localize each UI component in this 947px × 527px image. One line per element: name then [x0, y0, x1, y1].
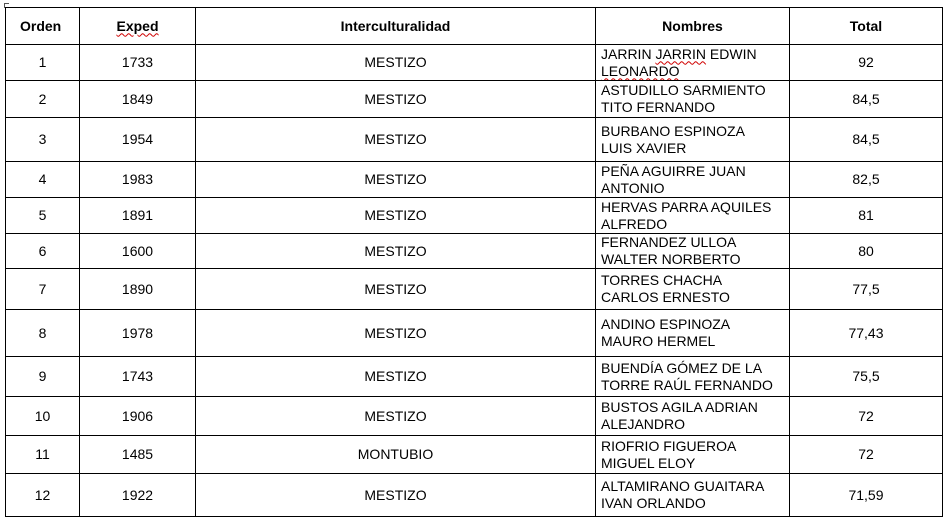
cell-nombres — [596, 436, 790, 474]
cell-orden: 7 — [6, 269, 80, 310]
nombres-line-1: HERVAS PARRA AQUILES — [601, 198, 772, 215]
nombres-line-2: WALTER NORBERTO — [601, 251, 741, 267]
cell-nombres — [596, 310, 790, 357]
table-row — [6, 269, 943, 310]
header-row — [6, 8, 943, 45]
nombres-line-1: JARRIN JARRIN EDWIN — [601, 45, 757, 62]
table-row — [6, 45, 943, 81]
cell-exped: 1954 — [80, 118, 196, 162]
cell-interculturalidad: MESTIZO — [196, 162, 596, 198]
cell-total: 92 — [790, 45, 943, 81]
cell-orden: 2 — [6, 81, 80, 118]
cell-exped: 1891 — [80, 198, 196, 234]
nombres-line-1: FERNANDEZ ULLOA — [601, 234, 737, 250]
nombres-line-1: TORRES CHACHA — [601, 272, 723, 288]
cell-orden: 8 — [6, 310, 80, 357]
cell-interculturalidad: MESTIZO — [196, 357, 596, 397]
cell-orden: 9 — [6, 357, 80, 397]
nombres-line-2 — [601, 63, 784, 80]
cell-total: 80 — [790, 234, 943, 269]
table-row — [6, 234, 943, 269]
table-row — [6, 162, 943, 198]
cell-orden: 11 — [6, 436, 80, 474]
cell-orden: 5 — [6, 198, 80, 234]
cell-interculturalidad: MESTIZO — [196, 310, 596, 357]
table-row — [6, 118, 943, 162]
nombres-line-2: CARLOS ERNESTO — [601, 289, 730, 305]
cell-exped: 1600 — [80, 234, 196, 269]
nombres-line-1: ANDINO ESPINOZA — [601, 316, 731, 332]
table-row — [6, 81, 943, 118]
nombres-line-2: TORRE RAÚL FERNANDO — [601, 376, 773, 393]
cell-nombres — [596, 269, 790, 310]
table-row — [6, 474, 943, 517]
header-exped-label: Exped — [116, 17, 159, 34]
cell-nombres — [596, 81, 790, 118]
cell-total: 84,5 — [790, 118, 943, 162]
cell-nombres — [596, 234, 790, 269]
cell-interculturalidad: MESTIZO — [196, 81, 596, 118]
nombres-line-2: IVAN ORLANDO — [601, 495, 706, 511]
cell-nombres — [596, 474, 790, 517]
cell-interculturalidad: MESTIZO — [196, 198, 596, 234]
cell-orden: 1 — [6, 45, 80, 81]
cell-exped: 1849 — [80, 81, 196, 118]
nombres-line-2: TITO FERNANDO — [601, 99, 716, 115]
table-row — [6, 310, 943, 357]
cell-nombres — [596, 118, 790, 162]
header-interculturalidad: Interculturalidad — [196, 8, 596, 45]
cell-exped: 1978 — [80, 310, 196, 357]
cell-orden: 12 — [6, 474, 80, 517]
cell-orden: 10 — [6, 397, 80, 436]
nombres-line-2: ALFREDO — [601, 215, 668, 232]
header-orden: Orden — [6, 8, 80, 45]
cell-exped: 1733 — [80, 45, 196, 81]
cell-exped: 1983 — [80, 162, 196, 198]
table-row — [6, 198, 943, 234]
cell-orden: 4 — [6, 162, 80, 198]
cell-interculturalidad: MESTIZO — [196, 474, 596, 517]
table-row — [6, 436, 943, 474]
cell-interculturalidad: MESTIZO — [196, 397, 596, 436]
nombres-line-1: BUSTOS AGILA ADRIAN — [601, 399, 758, 415]
nombres-line-1: ALTAMIRANO GUAITARA — [601, 478, 765, 494]
cell-nombres — [596, 357, 790, 397]
cell-total: 81 — [790, 198, 943, 234]
name-squiggle-word: JARRIN — [655, 45, 707, 62]
nombres-line-1: RIOFRIO FIGUEROA — [601, 437, 737, 454]
nombres-line-1: PEÑA AGUIRRE JUAN — [601, 162, 746, 179]
cell-interculturalidad: MESTIZO — [196, 45, 596, 81]
table-row — [6, 357, 943, 397]
cell-nombres — [596, 162, 790, 198]
cell-total: 71,59 — [790, 474, 943, 517]
cell-nombres — [596, 198, 790, 234]
results-table — [5, 7, 943, 517]
name-squiggle-word-2: LEONARDO — [601, 62, 680, 79]
cell-nombres — [596, 45, 790, 81]
cell-exped: 1922 — [80, 474, 196, 517]
nombres-line-2: ALEJANDRO — [601, 416, 686, 432]
cell-total: 77,43 — [790, 310, 943, 357]
cell-total: 82,5 — [790, 162, 943, 198]
nombres-line-1: BURBANO ESPINOZA — [601, 122, 745, 139]
cell-interculturalidad: MESTIZO — [196, 118, 596, 162]
nombres-line-1: BUENDÍA GÓMEZ DE LA — [601, 359, 763, 376]
cell-interculturalidad: MONTUBIO — [196, 436, 596, 474]
table-row — [6, 397, 943, 436]
cell-nombres — [596, 397, 790, 436]
cell-interculturalidad: MESTIZO — [196, 234, 596, 269]
cell-interculturalidad: MESTIZO — [196, 269, 596, 310]
header-total: Total — [790, 8, 943, 45]
nombres-line-2: ANTONIO — [601, 179, 665, 196]
header-exped — [80, 8, 196, 45]
cell-orden: 6 — [6, 234, 80, 269]
cell-exped: 1485 — [80, 436, 196, 474]
cell-total: 84,5 — [790, 81, 943, 118]
nombres-line-2: MIGUEL ELOY — [601, 454, 696, 471]
cell-orden: 3 — [6, 118, 80, 162]
cell-total: 77,5 — [790, 269, 943, 310]
cell-exped: 1890 — [80, 269, 196, 310]
nombres-line-1: ASTUDILLO SARMIENTO — [601, 82, 766, 98]
header-nombres: Nombres — [596, 8, 790, 45]
cell-total: 72 — [790, 397, 943, 436]
nombres-line-2: LUIS XAVIER — [601, 139, 687, 156]
cell-exped: 1906 — [80, 397, 196, 436]
cell-total: 72 — [790, 436, 943, 474]
cell-exped: 1743 — [80, 357, 196, 397]
cell-total: 75,5 — [790, 357, 943, 397]
nombres-line-2: MAURO HERMEL — [601, 333, 716, 349]
